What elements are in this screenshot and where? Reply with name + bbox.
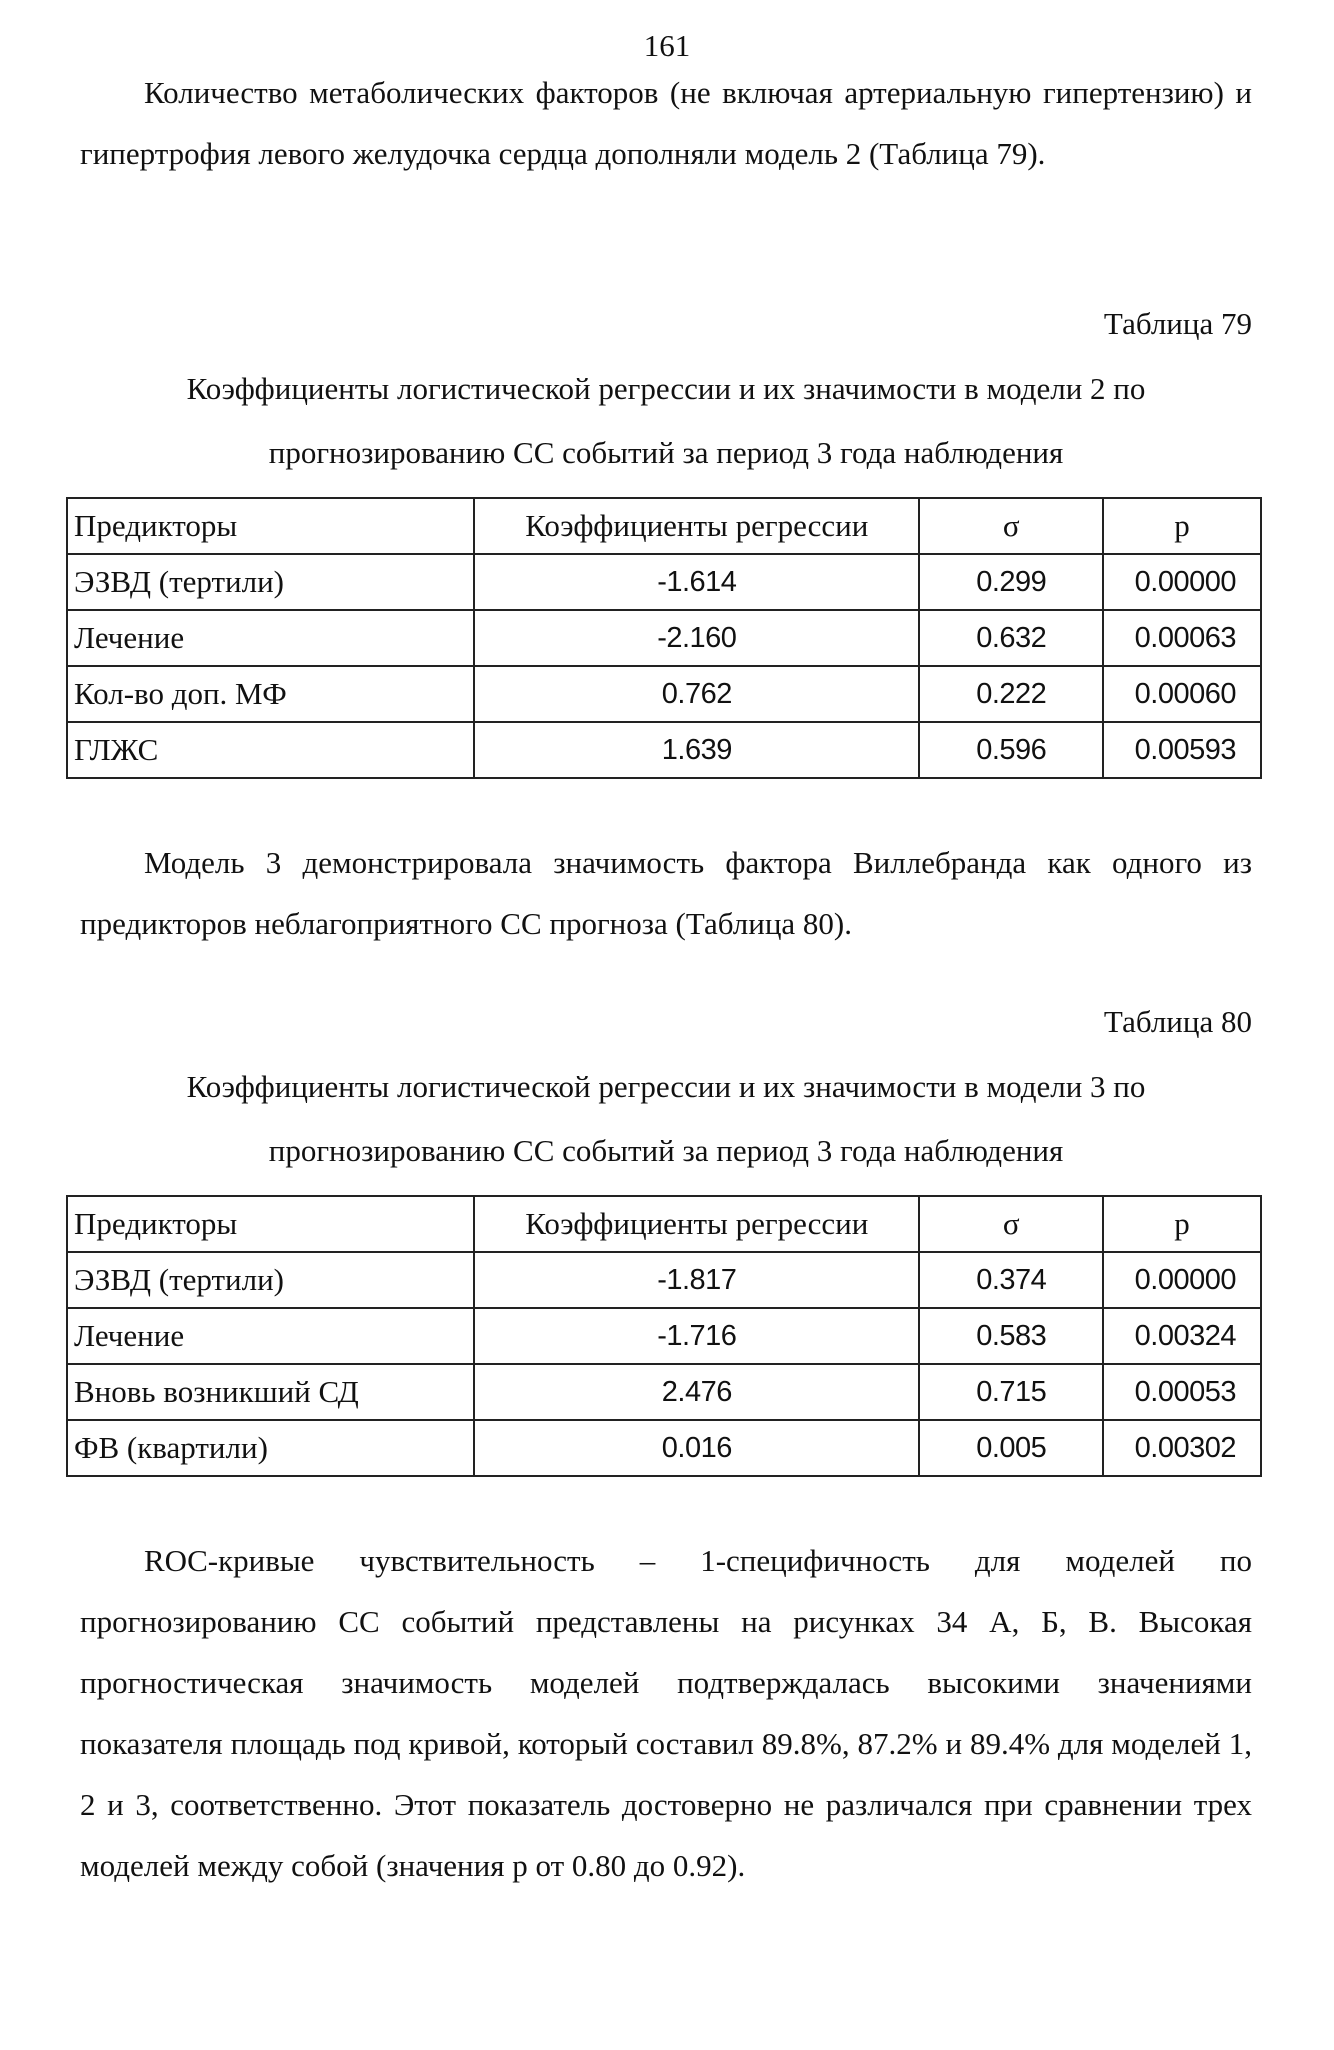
p-value: 0.00302 xyxy=(1103,1420,1261,1476)
table-79-caption-line2: прогнозированию СС событий за период 3 года наблюдения xyxy=(268,435,1064,470)
sigma-value: 0.632 xyxy=(919,610,1103,666)
sigma-value: 0.715 xyxy=(919,1364,1103,1420)
table-row xyxy=(67,1364,1261,1420)
coefficient-value: -1.614 xyxy=(474,554,919,610)
header-predictors: Предикторы xyxy=(67,1196,474,1252)
table-79-label: Таблица 79 xyxy=(1103,306,1252,341)
paragraph-roc: ROC-кривые чувствительность – 1-специфичность для моделей по прогнозированию СС событий представлены на рисунках 34 А, Б, В. Высокая прогностическая значимость моделей подтверждалась высокими значениями показателя площадь под кривой, который составил 89.8%, 87.2% и 89.4% для моделей 1, 2 и 3, соответственно. Этот показатель достоверно не различался при сравнении трех моделей между собой (значения р от 0.80 до 0.92). xyxy=(80,1543,1252,1883)
sigma-value: 0.222 xyxy=(919,666,1103,722)
predictor-name: ГЛЖС xyxy=(67,722,474,778)
coefficient-value: 1.639 xyxy=(474,722,919,778)
paragraph-model3: Модель 3 демонстрировала значимость фактора Виллебранда как одного из предикторов неблагоприятного СС прогноза (Таблица 80). xyxy=(80,845,1252,941)
p-value: 0.00324 xyxy=(1103,1308,1261,1364)
sigma-value: 0.596 xyxy=(919,722,1103,778)
table-row xyxy=(67,722,1261,778)
table-80-caption-line2: прогнозированию СС событий за период 3 года наблюдения xyxy=(268,1133,1064,1168)
header-p: p xyxy=(1103,498,1261,554)
header-predictors: Предикторы xyxy=(67,498,474,554)
table-header-row xyxy=(67,1196,1261,1252)
coefficient-value: 2.476 xyxy=(474,1364,919,1420)
coefficient-value: 0.762 xyxy=(474,666,919,722)
sigma-value: 0.583 xyxy=(919,1308,1103,1364)
coefficient-value: -1.817 xyxy=(474,1252,919,1308)
table-row xyxy=(67,610,1261,666)
sigma-value: 0.374 xyxy=(919,1252,1103,1308)
header-coefficients: Коэффициенты регрессии xyxy=(474,498,919,554)
p-value: 0.00060 xyxy=(1103,666,1261,722)
p-value: 0.00000 xyxy=(1103,1252,1261,1308)
coefficient-value: 0.016 xyxy=(474,1420,919,1476)
coefficient-value: -2.160 xyxy=(474,610,919,666)
p-value: 0.00053 xyxy=(1103,1364,1261,1420)
table-row xyxy=(67,666,1261,722)
predictor-name: Кол-во доп. МФ xyxy=(67,666,474,722)
sigma-value: 0.005 xyxy=(919,1420,1103,1476)
predictor-name: Лечение xyxy=(67,1308,474,1364)
table-80-label: Таблица 80 xyxy=(1103,1004,1252,1039)
table-row xyxy=(67,1420,1261,1476)
table-row xyxy=(67,554,1261,610)
coefficient-value: -1.716 xyxy=(474,1308,919,1364)
header-coefficients: Коэффициенты регрессии xyxy=(474,1196,919,1252)
table-79-caption-line1: Коэффициенты логистической регрессии и их значимости в модели 2 по xyxy=(186,371,1146,406)
predictor-name: ФВ (квартили) xyxy=(67,1420,474,1476)
table-header-row xyxy=(67,498,1261,554)
paragraph-intro: Количество метаболических факторов (не включая артериальную гипертензию) и гипертрофия левого желудочка сердца дополняли модель 2 (Таблица 79). xyxy=(80,75,1252,171)
header-sigma: σ xyxy=(919,498,1103,554)
header-p: p xyxy=(1103,1196,1261,1252)
p-value: 0.00000 xyxy=(1103,554,1261,610)
table-80-caption-line1: Коэффициенты логистической регрессии и их значимости в модели 3 по xyxy=(186,1069,1146,1104)
page-number: 161 xyxy=(643,28,691,63)
predictor-name: ЭЗВД (тертили) xyxy=(67,554,474,610)
table-79 xyxy=(66,497,1262,779)
p-value: 0.00063 xyxy=(1103,610,1261,666)
p-value: 0.00593 xyxy=(1103,722,1261,778)
table-row xyxy=(67,1308,1261,1364)
header-sigma: σ xyxy=(919,1196,1103,1252)
predictor-name: Вновь возникший СД xyxy=(67,1364,474,1420)
sigma-value: 0.299 xyxy=(919,554,1103,610)
predictor-name: Лечение xyxy=(67,610,474,666)
predictor-name: ЭЗВД (тертили) xyxy=(67,1252,474,1308)
table-row xyxy=(67,1252,1261,1308)
table-80 xyxy=(66,1195,1262,1477)
